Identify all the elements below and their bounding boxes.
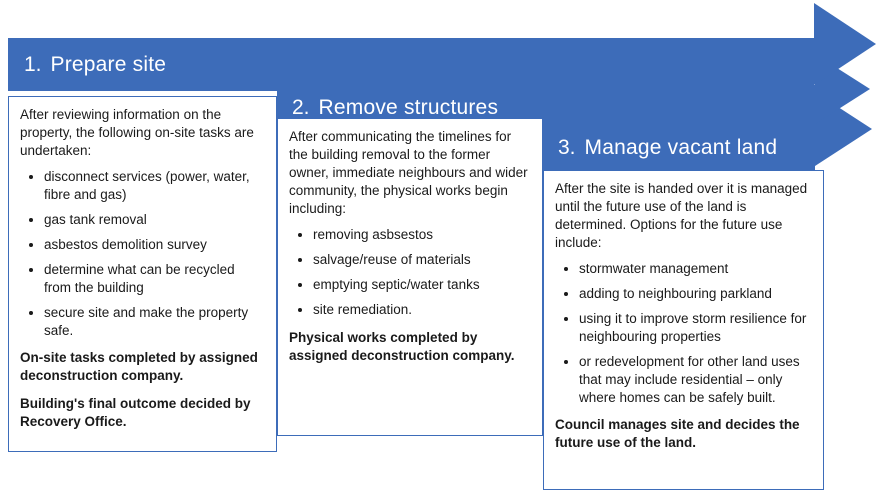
- step-2-intro: After communicating the timelines for the building removal to the former owner, immediate neighbours and wider community, the physical works begin including:: [289, 129, 528, 216]
- list-item: • determine what can be recycled from the building: [44, 261, 265, 297]
- step-2-bullet-list: [289, 226, 531, 319]
- arrow-banner-step-1: [8, 38, 814, 91]
- list-item: • adding to neighbouring parkland: [579, 285, 812, 303]
- list-item: • disconnect services (power, water, fibre and gas): [44, 168, 265, 204]
- step-1-number: 1.: [24, 52, 42, 76]
- list-item: • salvage/reuse of materials: [313, 251, 531, 269]
- list-item: • removing asbsestos: [313, 226, 531, 244]
- list-item: • gas tank removal: [44, 211, 265, 229]
- step-3-note-1: Council manages site and decides the future use of the land.: [555, 417, 800, 451]
- step-3-number: 3.: [558, 135, 576, 159]
- step-1-note-2: Building's final outcome decided by Recovery Office.: [20, 396, 251, 430]
- step-3-bullet-list: [555, 260, 812, 407]
- list-item: • emptying septic/water tanks: [313, 276, 531, 294]
- list-item: • or redevelopment for other land uses that may include residential – only where homes can be safely built.: [579, 353, 812, 407]
- panel-step-1: [8, 96, 277, 452]
- step-2-note-1: Physical works completed by assigned deconstruction company.: [289, 329, 515, 363]
- list-item: • asbestos demolition survey: [44, 236, 265, 254]
- arrow-banner-step-3: [543, 124, 815, 171]
- list-item: • stormwater management: [579, 260, 812, 278]
- step-3-title: Manage vacant land: [584, 135, 778, 159]
- step-2-number: 2.: [292, 95, 310, 119]
- panel-step-2: [277, 118, 543, 436]
- panel-step-3: [543, 170, 824, 490]
- step-1-note-1: On-site tasks completed by assigned deconstruction company.: [20, 350, 258, 384]
- list-item: • secure site and make the property safe.: [44, 304, 265, 340]
- step-3-intro: After the site is handed over it is managed until the future use of the land is determined. Options for the future use include:: [555, 181, 808, 250]
- step-1-intro: After reviewing information on the property, the following on-site tasks are undertaken:: [20, 107, 254, 158]
- list-item: • site remediation.: [313, 301, 531, 319]
- arrow-head-step-1: [814, 3, 876, 85]
- step-2-title: Remove structures: [318, 95, 499, 119]
- list-item: • using it to improve storm resilience for neighbouring properties: [579, 310, 812, 346]
- step-1-title: Prepare site: [50, 52, 167, 76]
- step-1-bullet-list: [20, 168, 265, 340]
